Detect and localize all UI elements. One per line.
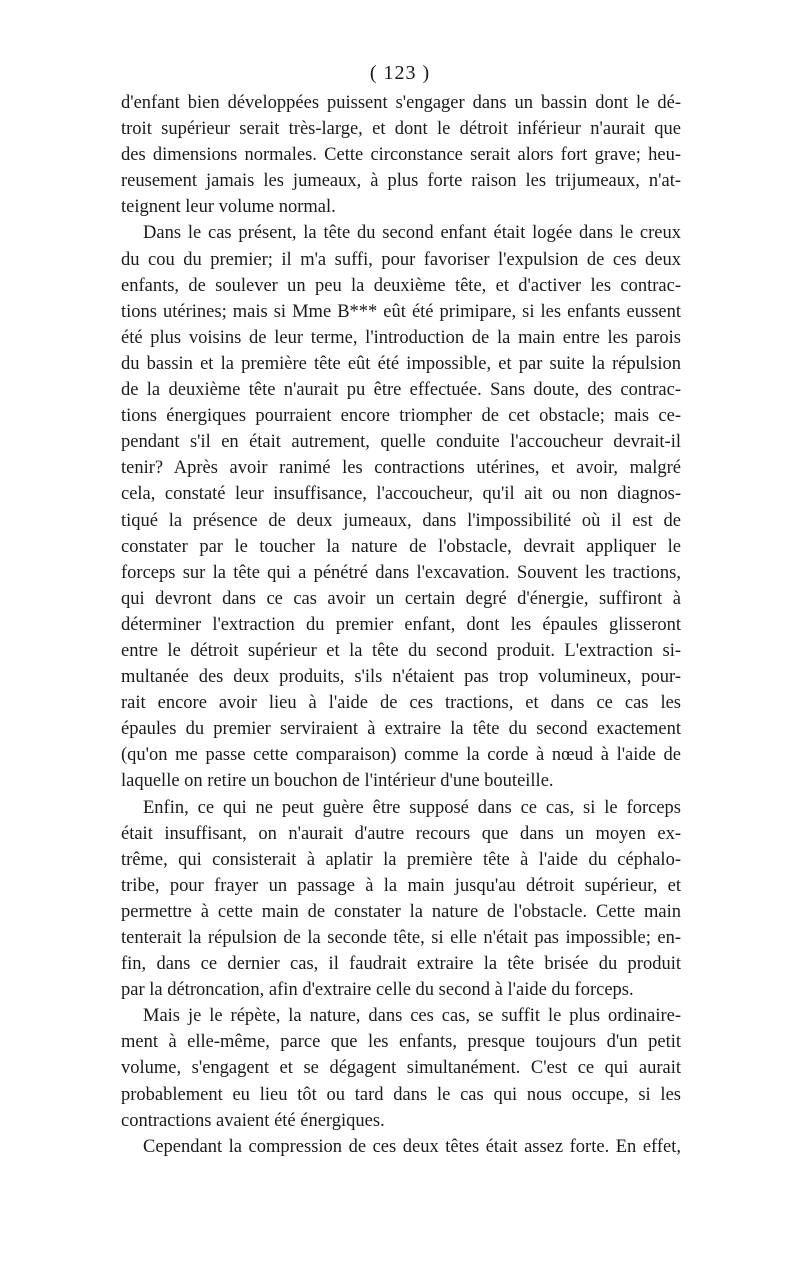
text-line: probablement eu lieu tôt ou tard dans le cas qui nous occupe, si les [121,1084,681,1105]
text-line: entre le détroit supérieur et la tête du second produit. L'extraction si- [121,640,681,661]
text-line: était insuffisant, on n'aurait d'autre recours que dans un moyen ex- [121,823,681,844]
text-line: Dans le cas présent, la tête du second enfant était logée dans le creux [143,223,681,244]
text-line: du bassin et la première tête eût été impossible, et par suite la répulsion [121,353,681,374]
text-line: laquelle on retire un bouchon de l'intérieur d'une bouteille. [121,771,554,792]
text-line: tribe, pour frayer un passage à la main jusqu'au détroit supérieur, et [121,875,681,896]
text-line: fin, dans ce dernier cas, il faudrait extraire la tête brisée du produit [121,954,681,975]
text-line: tenterait la répulsion de la seconde tête, si elle n'était pas impossible; en- [121,928,681,948]
text-line: trême, qui consisterait à aplatir la première tête à l'aide du céphalo- [121,849,681,870]
text-line: de la deuxième tête n'aurait pu être effectuée. Sans doute, des contrac- [121,380,681,401]
body-text [121,90,681,1160]
text-line: des dimensions normales. Cette circonstance serait alors fort grave; heu- [121,145,681,166]
text-line: ment à elle-même, parce que les enfants, presque toujours d'un petit [121,1032,681,1053]
text-line: enfants, de soulever un peu la deuxième tête, et d'activer les contrac- [121,275,681,296]
text-line: déterminer l'extraction du premier enfant, dont les épaules glisseront [121,614,681,635]
text-line: permettre à cette main de constater la nature de l'obstacle. Cette main [121,901,681,922]
text-line: pendant s'il en était autrement, quelle conduite l'accoucheur devrait-il [121,432,681,453]
text-line: (qu'on me passe cette comparaison) comme la corde à nœud à l'aide de [121,745,681,766]
text-line: contractions avaient été énergiques. [121,1110,385,1131]
text-line: Cependant la compression de ces deux têtes était assez forte. En effet, [143,1136,681,1157]
text-line: volume, s'engagent et se dégagent simultanément. C'est ce qui aurait [121,1058,681,1079]
text-line: rait encore avoir lieu à l'aide de ces tractions, et dans ce cas les [121,693,681,714]
text-line: du cou du premier; il m'a suffi, pour favoriser l'expulsion de ces deux [121,249,681,270]
text-line: Enfin, ce qui ne peut guère être supposé dans ce cas, si le forceps [143,797,681,818]
text-line: d'enfant bien développées puissent s'engager dans un bassin dont le dé- [121,93,681,113]
text-line: troit supérieur serait très-large, et dont le détroit inférieur n'aurait que [121,119,681,140]
text-line: épaules du premier serviraient à extraire la tête du second exactement [121,719,681,740]
text-line: multanée des deux produits, s'ils n'étaient pas trop volumineux, pour- [121,667,681,688]
text-line: cela, constaté leur insuffisance, l'accoucheur, qu'il ait ou non diagnos- [121,484,681,505]
text-line: tions énergiques pourraient encore triompher de cet obstacle; mais ce- [121,406,681,427]
text-line: tions utérines; mais si Mme B*** eût été primipare, si les enfants eussent [121,301,681,322]
text-line: forceps sur la tête qui a pénétré dans l'excavation. Souvent les tractions, [121,562,681,583]
page-number: ( 123 ) [369,62,431,84]
text-line: tenir? Après avoir ranimé les contractions utérines, et avoir, malgré [121,458,681,479]
text-line: constater par le toucher la nature de l'obstacle, devrait appliquer le [121,536,681,557]
text-line: tiqué la présence de deux jumeaux, dans l'impossibilité où il est de [121,510,681,531]
text-line: teignent leur volume normal. [121,197,336,218]
text-line: Mais je le répète, la nature, dans ces cas, se suffit le plus ordinaire- [143,1006,681,1027]
text-line: été plus voisins de leur terme, l'introduction de la main entre les parois [121,327,681,348]
text-line: reusement jamais les jumeaux, à plus forte raison les trijumeaux, n'at- [121,171,681,192]
text-line: par la détroncation, afin d'extraire celle du second à l'aide du forceps. [121,980,634,1001]
text-line: qui devront dans ce cas avoir un certain degré d'énergie, suffiront à [121,588,681,609]
